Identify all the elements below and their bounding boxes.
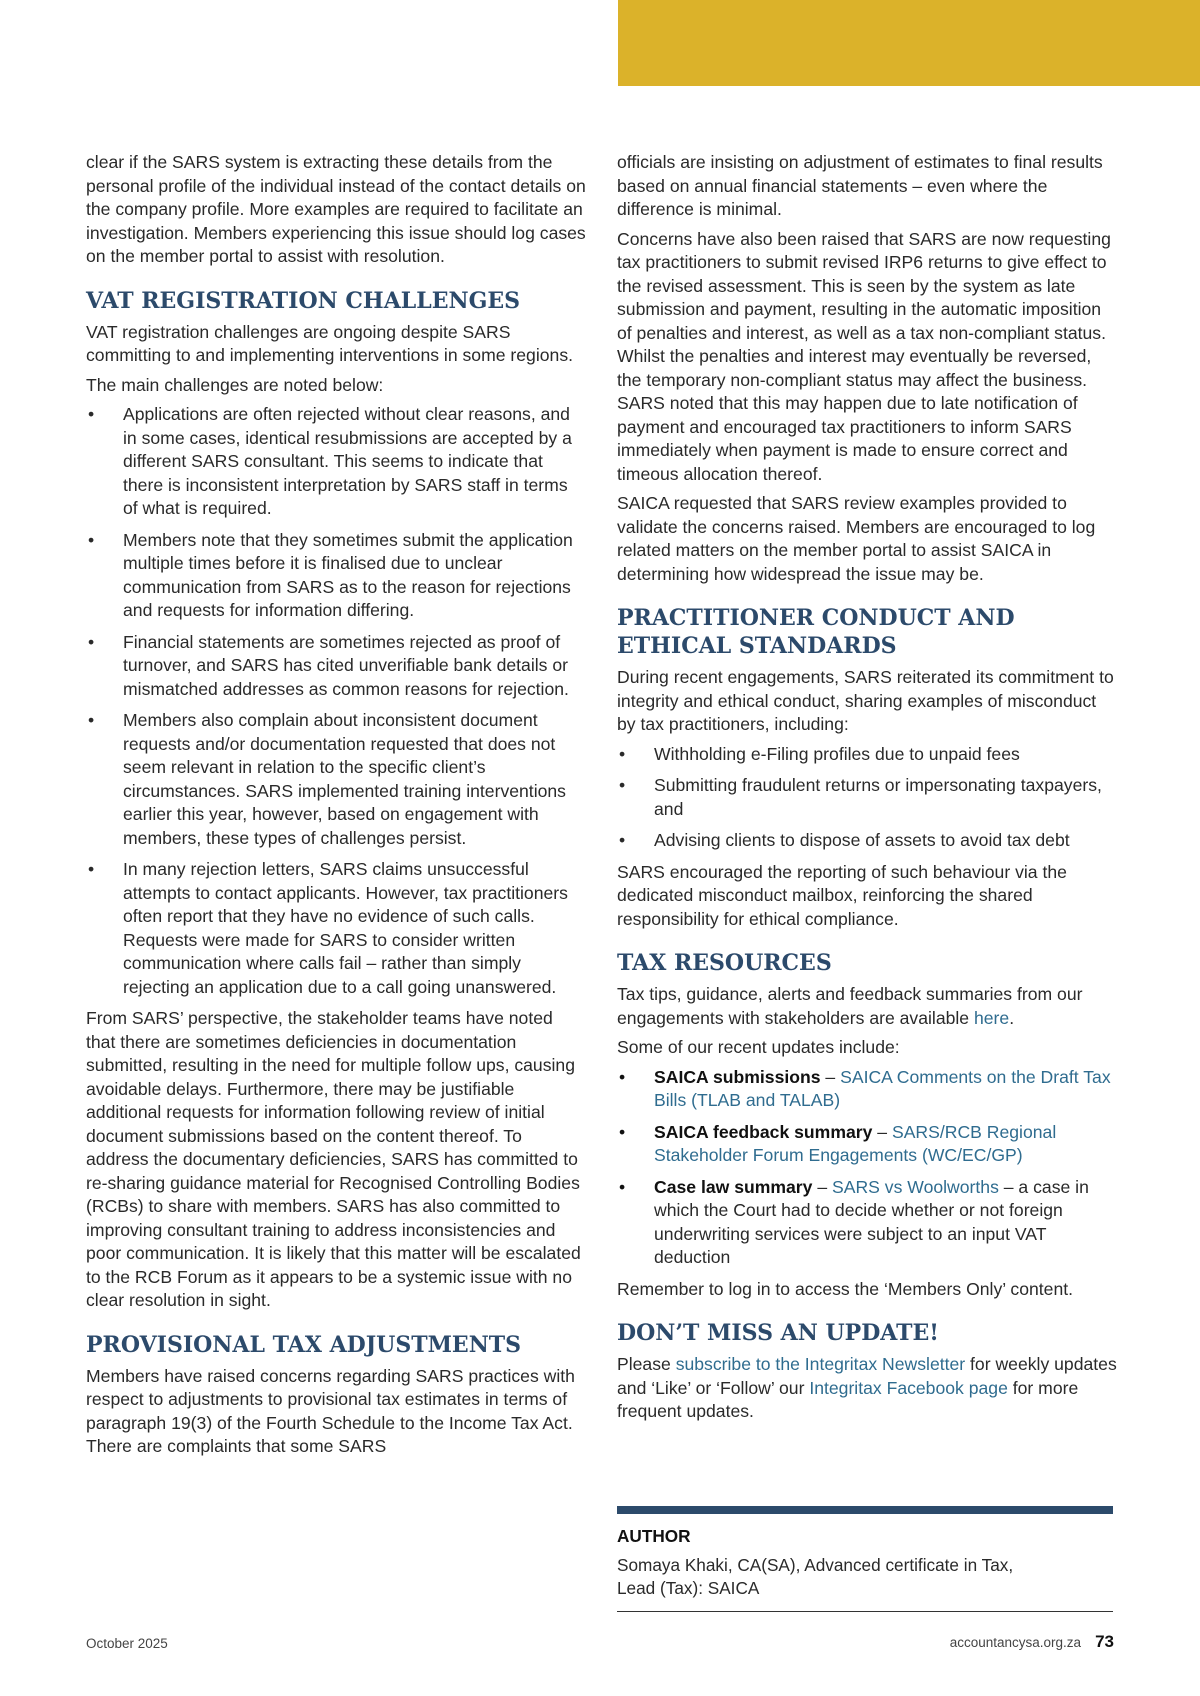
list-item (617, 1176, 1117, 1270)
stakeholder-forum-link[interactable]: SARS/RCB Regional Stakeholder Forum Engagements (WC/EC/GP) (654, 1121, 1057, 1165)
list-item-text: Withholding e-Filing profiles due to unpaid fees (654, 743, 1020, 764)
list-item (617, 743, 1117, 767)
list-item (617, 1066, 1117, 1113)
footer-site: accountancysa.org.za (949, 1635, 1082, 1650)
bullet-icon: • (88, 859, 95, 879)
list-item (86, 631, 586, 702)
list-item (617, 829, 1117, 853)
list-item-text: Advising clients to dispose of assets to avoid tax debt (654, 830, 1070, 850)
list-item-text: In many rejection letters, SARS claims unsuccessful attempts to contact applicants. However, tax practitioners often report that they have no evidence of such calls. Requests were made for SARS to consider written communication where calls fail – rather than simply rejecting an application due to a call going unanswered. (123, 859, 568, 997)
resources-period: . (1009, 1007, 1015, 1028)
vat-paragraph-1: VAT registration challenges are ongoing despite SARS committing to and implementing interventions in some regions. (86, 321, 573, 365)
bullet-icon: • (619, 1121, 626, 1142)
updates-list (617, 1066, 1117, 1270)
provisional-tax-paragraph: Members have raised concerns regarding SARS practices with respect to adjustments to provisional tax estimates in terms of paragraph 19(3) of the Fourth Schedule to the Income Tax Act. There are complaints that some SARS (86, 1365, 575, 1456)
resources-paragraph-1 (617, 983, 1117, 1030)
vat-heading: VAT REGISTRATION CHALLENGES (86, 287, 521, 314)
list-item-text: Members also complain about inconsistent document requests and/or documentation requested that does not seem relevant in relation to the specific client’s circumstances. SARS implemented training interventions earlier this year, however, based on engagement with members, these types of challenges persist. (123, 710, 566, 848)
list-item-text: Members note that they sometimes submit the application multiple times before it is finalised due to unclear communication from SARS as to the reason for rejections and requests for information differing. (123, 529, 573, 620)
bullet-icon: • (88, 404, 95, 424)
bullet-icon: • (619, 1066, 626, 1087)
author-line-2: Lead (Tax): SAICA (617, 1578, 760, 1598)
vat-paragraph-2: The main challenges are noted below: (86, 374, 384, 395)
list-item-text: Submitting fraudulent returns or impersonating taxpayers, and (654, 775, 1102, 819)
conduct-paragraph-2: SARS encouraged the reporting of such behaviour via the dedicated misconduct mailbox, reinforcing the shared responsibility for ethical compliance. (617, 861, 1067, 929)
irp6-paragraph: Concerns have also been raised that SARS are now requesting tax practitioners to submit revised IRP6 returns to give effect to the revised assessment. This is seen by the system as late submission and payment, resulting in the automatic imposition of penalties and interest, as well as a tax non-compliant status. Whilst the penalties and interest may eventually be reversed, the temporary non-compliant status may affect the business. SARS noted that this may happen due to late notification of payment and encouraged tax practitioners to inform SARS immediately when payment is made to ensure correct and timeous allocation thereof. (617, 228, 1111, 484)
page-number: 73 (1095, 1632, 1114, 1651)
here-link[interactable]: here (973, 1007, 1010, 1028)
saica-comments-link[interactable]: SAICA Comments on the Draft Tax Bills (TLAB and TALAB) (654, 1066, 1111, 1110)
list-item (86, 529, 586, 623)
list-item (617, 774, 1117, 821)
update-type: Case law summary (654, 1176, 813, 1197)
sars-vs-woolworths-link[interactable]: SARS vs Woolworths (832, 1176, 999, 1197)
members-only-note: Remember to log in to access the ‘Members Only’ content. (617, 1278, 1074, 1299)
list-item (86, 403, 586, 521)
author-divider (617, 1506, 1113, 1514)
list-item-text: Applications are often rejected without clear reasons, and in some cases, identical resubmissions are accepted by a different SARS consultant. This seems to indicate that there is inconsistent interpretation by SARS staff in terms of what is required. (123, 404, 572, 518)
list-item (617, 1121, 1117, 1168)
bullet-icon: • (88, 529, 95, 550)
separator: – (820, 1066, 841, 1087)
author-bottom-rule (617, 1611, 1113, 1612)
list-item (86, 709, 586, 850)
resources-paragraph-2: Some of our recent updates include: (617, 1037, 900, 1057)
right-column (617, 151, 1117, 1430)
conduct-bullet-list (617, 743, 1117, 853)
list-item (86, 858, 586, 999)
newsletter-subscribe-link[interactable]: subscribe to the Integritax Newsletter (675, 1354, 966, 1374)
vat-paragraph-3: From SARS’ perspective, the stakeholder teams have noted that there are sometimes deficiencies in documentation submitted, resulting in the need for multiple follow ups, causing avoidable delays. Furthermore, there may be justifiable additional requests for information following review of initial document submissions based on the content thereof. To address the documentary deficiencies, SARS has committed to re-sharing guidance material for Recognised Controlling Bodies (RCBs) to share with members. SARS has also committed to improving consultant training to address inconsistencies and poor communication. It is likely that this matter will be escalated to the RCB Forum as it appears to be a systemic issue with no clear resolution in sight. (86, 1008, 581, 1310)
conduct-heading: PRACTITIONER CONDUCT AND ETHICAL STANDARDS (617, 605, 1015, 659)
bullet-icon: • (619, 830, 626, 850)
update-type: SAICA submissions (654, 1066, 821, 1087)
author-line-1: Somaya Khaki, CA(SA), Advanced certificate in Tax, (617, 1555, 1014, 1575)
update-type: SAICA feedback summary (654, 1121, 873, 1142)
update-paragraph (617, 1353, 1117, 1424)
vat-bullet-list (86, 403, 586, 999)
author-block (617, 1525, 1113, 1600)
resources-text: Tax tips, guidance, alerts and feedback summaries from our engagements with stakeholders are available (617, 984, 1083, 1028)
intro-paragraph: clear if the SARS system is extracting these details from the personal profile of the individual instead of the contact details on the company profile. More examples are required to facilitate an investigation. Members experiencing this issue should log cases on the member portal to assist with resolution. (86, 152, 586, 266)
bullet-icon: • (619, 775, 626, 795)
bullet-icon: • (619, 1176, 626, 1197)
bullet-icon: • (88, 631, 95, 652)
list-item-text: Financial statements are sometimes rejected as proof of turnover, and SARS has cited unverifiable bank details or mismatched addresses as common reasons for rejection. (123, 631, 569, 699)
facebook-page-link[interactable]: Integritax Facebook page (809, 1377, 1008, 1398)
separator: – (812, 1176, 832, 1197)
update-text: for weekly updates and ‘Like’ or ‘Follow’ our (617, 1354, 1117, 1398)
separator: – (872, 1121, 892, 1142)
footer-date: October 2025 (86, 1636, 168, 1651)
tax-resources-heading: TAX RESOURCES (617, 950, 832, 976)
provisional-tax-heading: PROVISIONAL TAX ADJUSTMENTS (86, 1331, 522, 1358)
saica-request-paragraph: SAICA requested that SARS review examples provided to validate the concerns raised. Members are encouraged to log related matters on the member portal to assist SAICA in determining how widespread the issue may be. (617, 493, 1096, 584)
left-column (86, 151, 586, 1465)
provisional-continued-paragraph: officials are insisting on adjustment of estimates to final results based on annual financial statements – even where the difference is minimal. (617, 152, 1103, 219)
update-description: – a case in which the Court had to decide whether or not foreign underwriting services were subject to an input VAT deduction (654, 1176, 1089, 1267)
update-text: for more frequent updates. (617, 1377, 1079, 1421)
footer-right (950, 1632, 1114, 1652)
conduct-paragraph-1: During recent engagements, SARS reiterated its commitment to integrity and ethical conduct, sharing examples of misconduct by tax practitioners, including: (617, 667, 1114, 734)
update-heading: DON’T MISS AN UPDATE! (617, 1320, 939, 1346)
bullet-icon: • (88, 710, 95, 730)
header-accent-bar (618, 0, 1200, 86)
bullet-icon: • (619, 743, 626, 764)
update-text: Please (617, 1354, 676, 1374)
author-label: AUTHOR (617, 1526, 691, 1546)
